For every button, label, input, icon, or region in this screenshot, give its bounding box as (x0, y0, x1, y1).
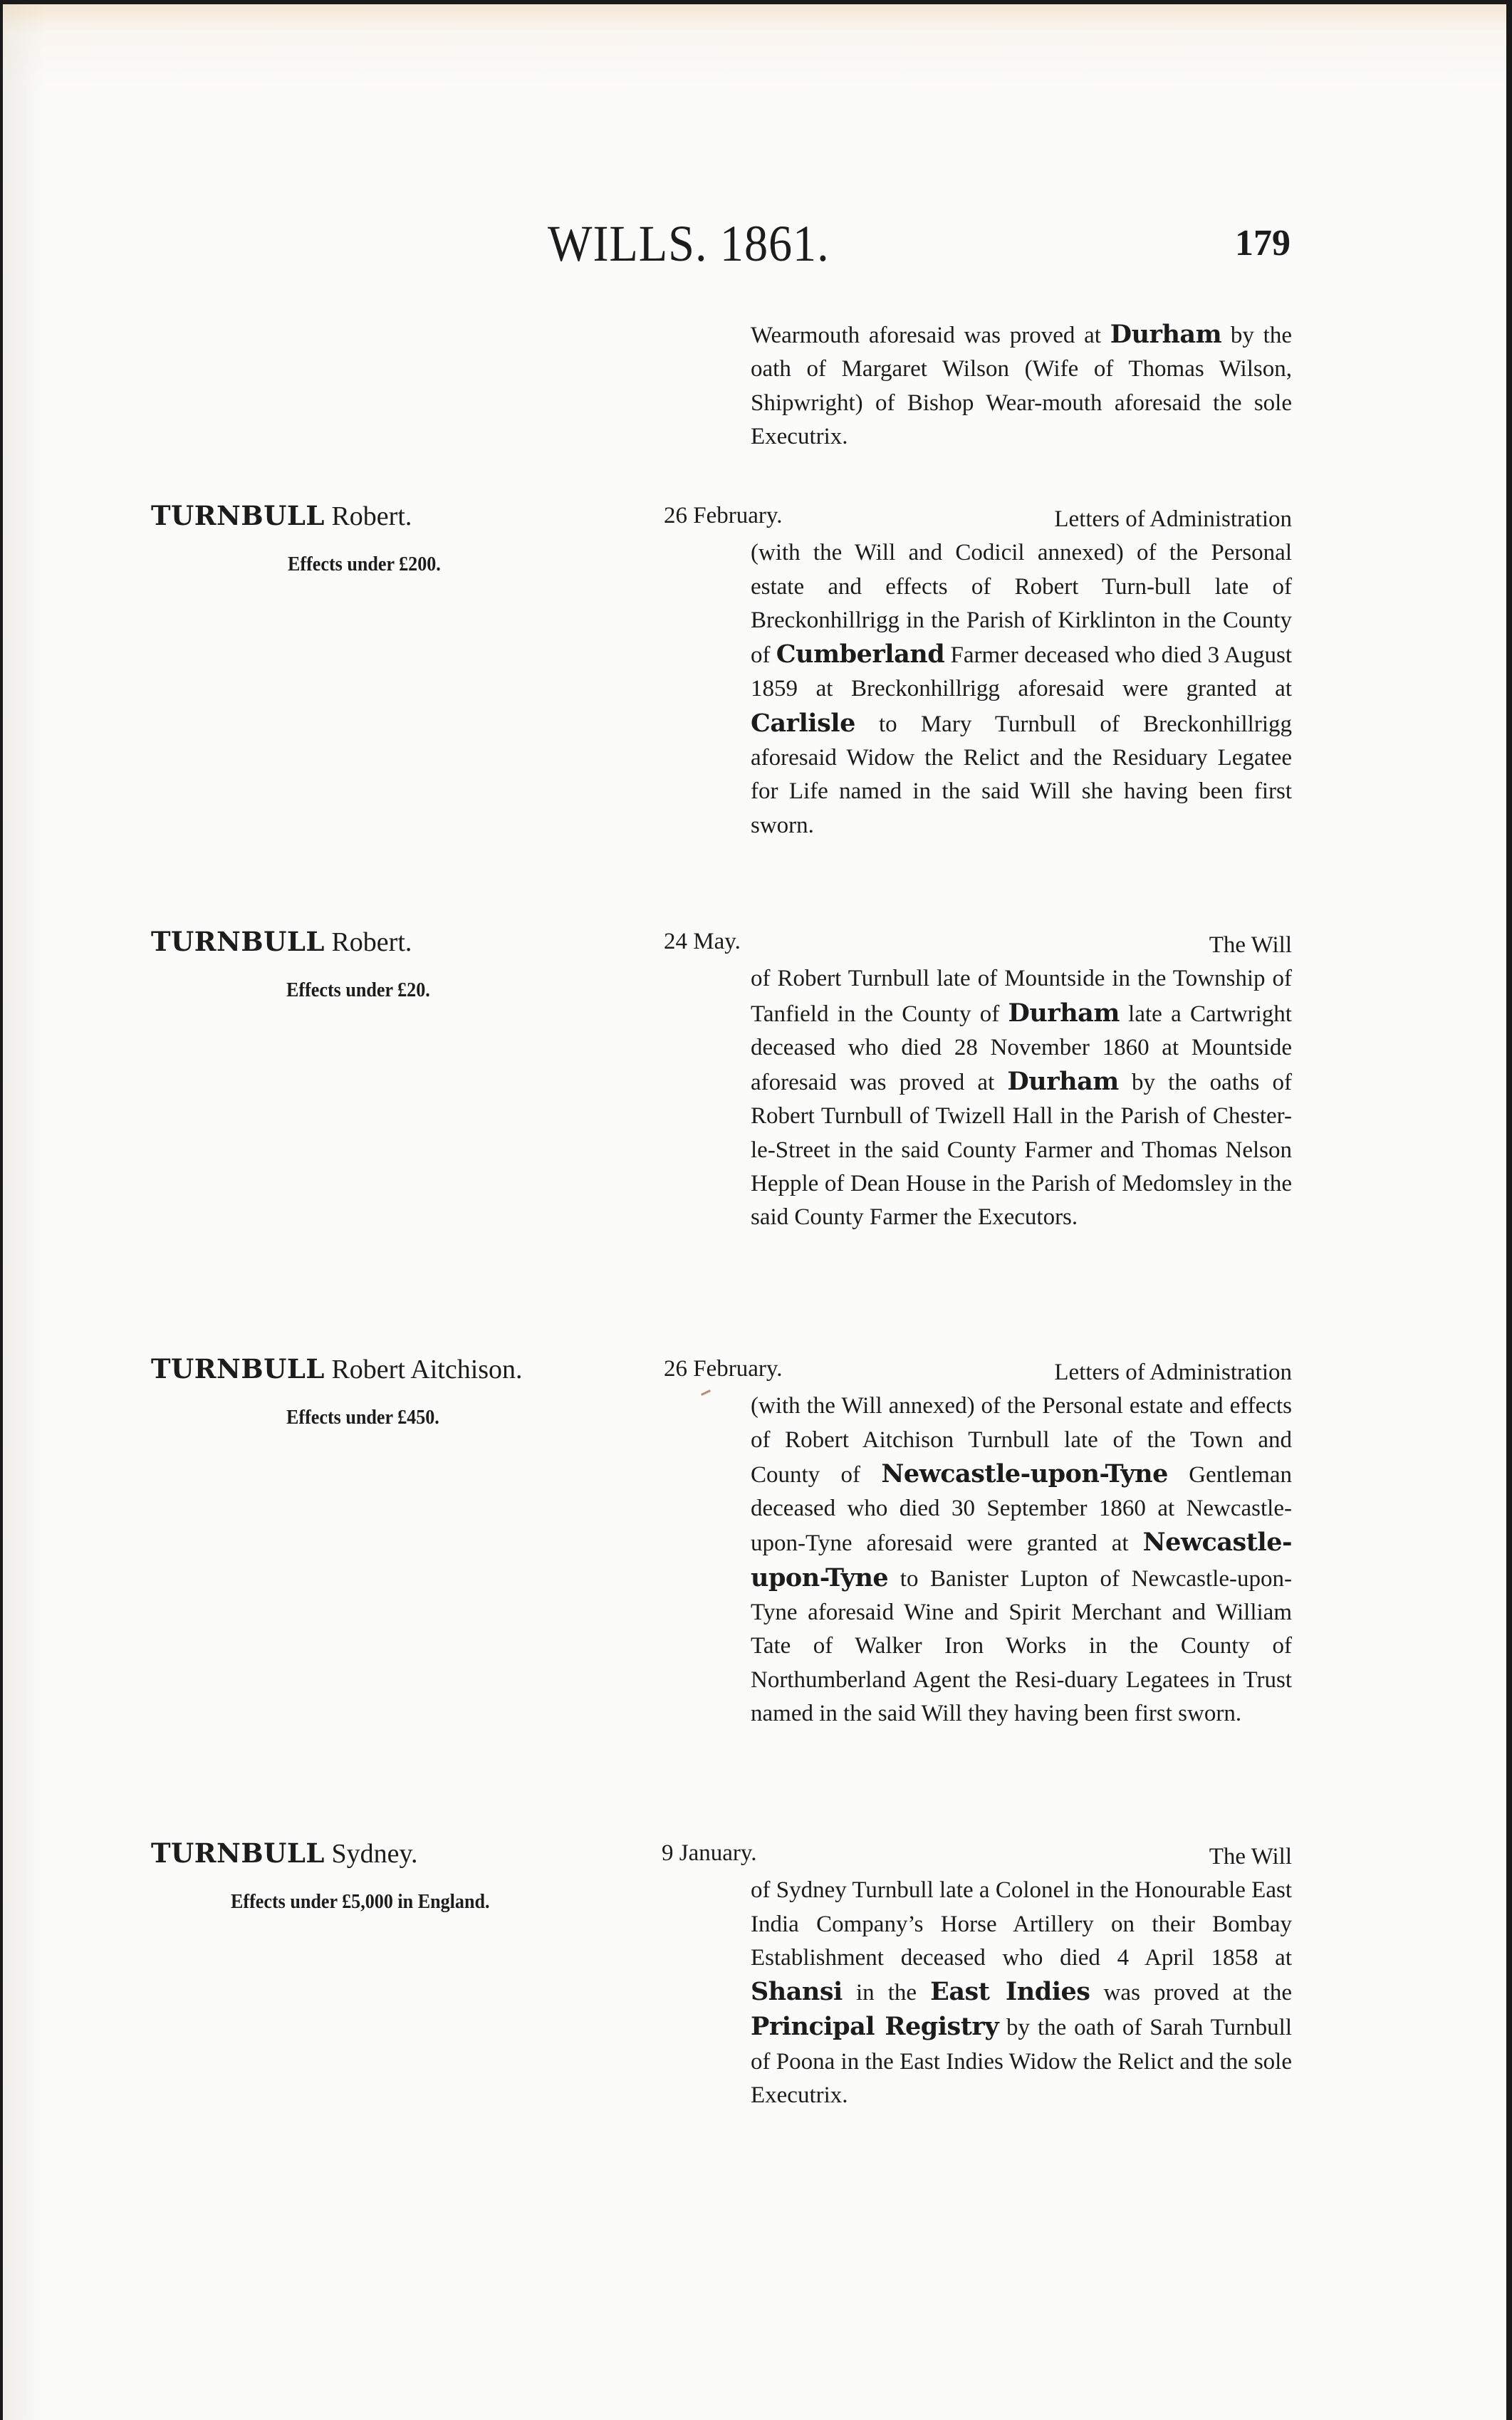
text-segment: to Mary Turnbull of Breckonhillrigg aforesaid Widow the Relict and the Residuary Legatee for Life named in the said Will she having been first sworn. (751, 711, 1292, 838)
text-segment: (with the Will annexed) of the Personal estate and effects of Robert Aitchison Turnbull late of the Town and County of (751, 1393, 1292, 1488)
text-segment: by the oath of Sarah Turnbull of Poona in the East Indies Widow the Relict and the sole Executrix. (751, 2015, 1292, 2109)
place-name: Cumberland (776, 640, 945, 669)
testator-name (151, 1837, 418, 1869)
continued-entry-text (751, 318, 1292, 454)
testator-name (151, 1353, 523, 1384)
grant-date: 26 February. (664, 1356, 783, 1382)
place-name: Durham (1008, 998, 1120, 1028)
entry-text (751, 503, 1292, 843)
grant-date: 24 May. (664, 929, 741, 954)
place-name: Durham (1110, 320, 1222, 349)
testator-forenames: Robert Aitchison. (331, 1355, 523, 1384)
entry-text (751, 929, 1292, 1235)
testator-name (151, 926, 412, 957)
text-segment: in the (842, 1980, 931, 2006)
grant-date: 26 February. (664, 503, 783, 528)
effects-value: Effects under £20. (286, 979, 430, 1001)
entry-text (751, 1356, 1292, 1731)
text-segment: of Sydney Turnbull late a Colonel in the Honourable East India Company’s Horse Artillery on their Bombay Establishment deceased who died 4 April 1858 at (751, 1877, 1292, 1971)
running-head: WILLS. 1861. (548, 215, 830, 272)
effects-value: Effects under £5,000 in England. (231, 1890, 490, 1913)
grant-type: The Will (1209, 1844, 1292, 1869)
testator-forenames: Robert. (331, 501, 412, 531)
place-name: East Indies (930, 1977, 1090, 2007)
grant-type: Letters of Administration (1054, 506, 1292, 532)
effects-value: Effects under £200. (288, 553, 441, 575)
place-name: Shansi (751, 1977, 843, 2007)
testator-surname: TURNBULL (151, 1353, 325, 1384)
place-name: Principal Registry (751, 2012, 999, 2042)
place-name: Newcastle-upon-Tyne (881, 1459, 1168, 1488)
testator-surname: TURNBULL (151, 926, 325, 957)
text-segment: late a Cartwright deceased who died 28 November 1860 at Mountside aforesaid was proved at (751, 1001, 1292, 1096)
text-segment: (with the Will and Codicil annexed) of the Personal estate and effects of Robert Turn-bull late of Breckonhillrigg in the Parish of Kirklinton in the County of (751, 540, 1292, 669)
page-number: 179 (1235, 223, 1291, 264)
testator-surname: TURNBULL (151, 500, 325, 531)
ink-mark (701, 1389, 711, 1396)
effects-value: Effects under £450. (286, 1406, 439, 1429)
grant-type: Letters of Administration (1054, 1360, 1292, 1385)
entry-text (751, 1840, 1292, 2112)
place-name: Newcastle-upon-Tyne (751, 1528, 1292, 1592)
register-page (3, 4, 1506, 2420)
testator-name (151, 500, 412, 531)
text-segment: Gentleman deceased who died 30 September 1860 at Newcastle-upon-Tyne aforesaid were granted at (751, 1461, 1293, 1557)
testator-surname: TURNBULL (151, 1837, 325, 1869)
text-segment: Farmer deceased who died 3 August 1859 at Breckonhillrigg aforesaid were granted at (751, 642, 1292, 702)
grant-type: The Will (1209, 932, 1292, 958)
place-name: Durham (1007, 1067, 1119, 1097)
testator-forenames: Sydney. (331, 1839, 418, 1869)
text-segment: by the oaths of Robert Turnbull of Twizell Hall in the Parish of Chester-le-Street in the said County Farmer and Thomas Nelson Hepple of Dean House in the Parish of Medomsley in the said County Farmer the Executors. (751, 1070, 1293, 1231)
continuation-text: by the oath of Margaret Wilson (Wife of Thomas Wilson, Shipwright) of Bishop Wear-mouth aforesaid the sole Executrix. (751, 323, 1292, 449)
text-segment: to Banister Lupton of Newcastle-upon-Tyne aforesaid Wine and Spirit Merchant and William Tate of Walker Iron Works in the County of Northumberland Agent the Resi-duary Legatees in Trust named in the said Will they having been first sworn. (751, 1565, 1292, 1726)
text-segment: of Robert Turnbull late of Mountside in the Township of Tanfield in the County of (751, 966, 1292, 1027)
testator-forenames: Robert. (331, 927, 412, 957)
place-name: Carlisle (751, 708, 855, 738)
text-segment: was proved at the (1090, 1980, 1292, 2006)
grant-date: 9 January. (662, 1840, 757, 1866)
continuation-text: Wearmouth aforesaid was proved at (751, 323, 1110, 348)
